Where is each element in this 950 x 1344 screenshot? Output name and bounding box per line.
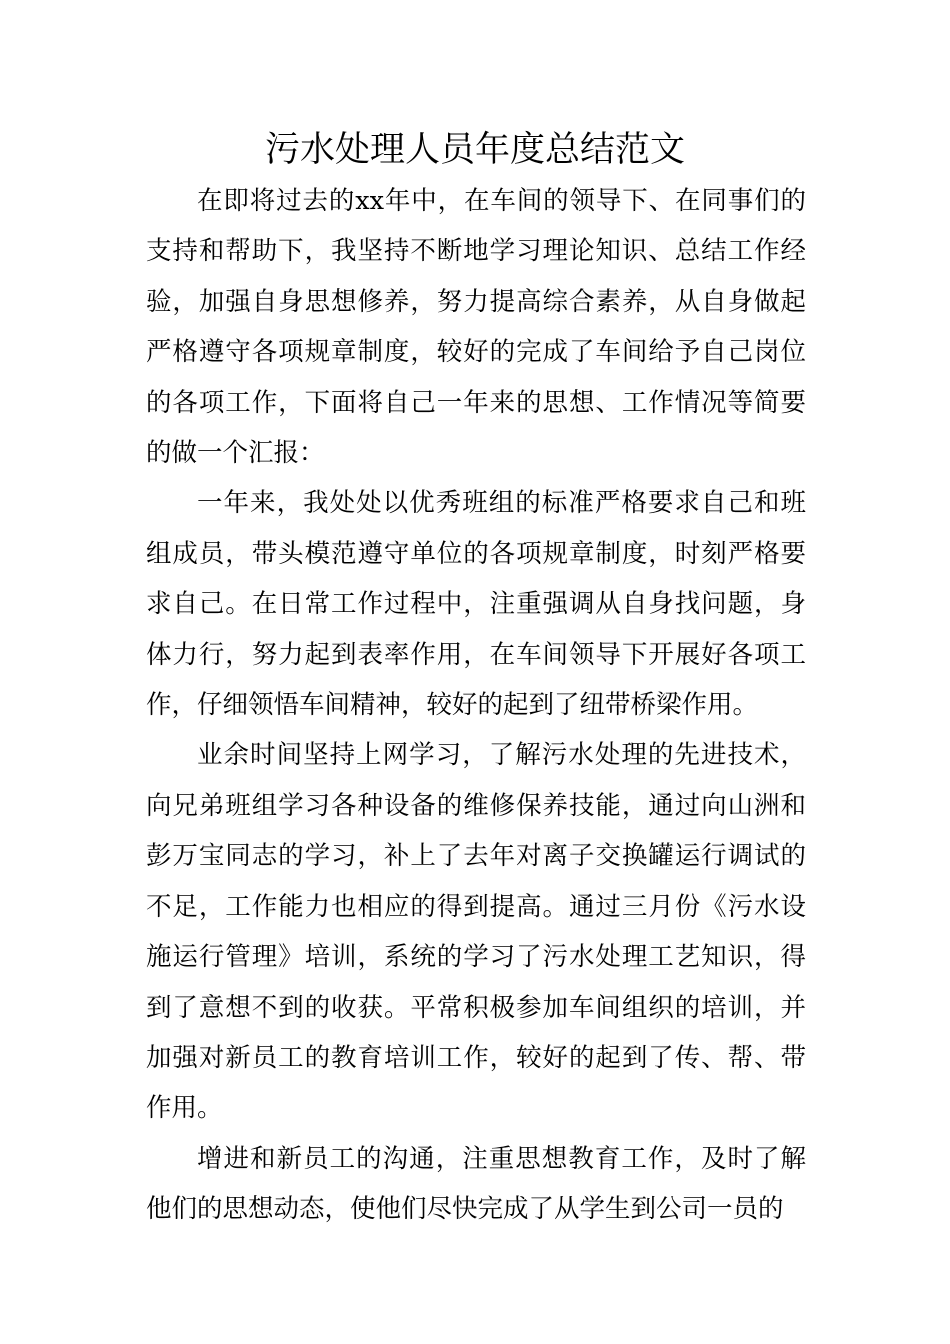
paragraph-1: 在即将过去的xx年中，在车间的领导下、在同事们的支持和帮助下，我坚持不断地学习理论知识、总结工作经验，加强自身思想修养，努力提高综合素养，从自身做起严格遵守各项规章制度，较好的完成了车间给予自己岗位的各项工作，下面将自己一年来的思想、工作情况等简要的做一个汇报： [146,186,806,469]
paragraph-4: 增进和新员工的沟通，注重思想教育工作，及时了解他们的思想动态，使他们尽快完成了从学生到公司一员的 [146,1143,806,1225]
document-title: 污水处理人员年度总结范文 [264,130,685,170]
paragraph-3: 业余时间坚持上网学习，了解污水处理的先进技术，向兄弟班组学习各种设备的维修保养技能，通过向山洲和彭万宝同志的学习，补上了去年对离子交换罐运行调试的不足，工作能力也相应的得到提高。通过三月份《污水设施运行管理》培训，系统的学习了污水处理工艺知识，得到了意想不到的收获。平常积极参加车间组织的培训，并加强对新员工的教育培训工作，较好的起到了传、帮、带作用。 [146,740,806,1124]
document-body [146,176,806,1235]
paragraph-2: 一年来，我处处以优秀班组的标准严格要求自己和班组成员，带头模范遵守单位的各项规章制度，时刻严格要求自己。在日常工作过程中，注重强调从自身找问题，身体力行，努力起到表率作用，在车间领导下开展好各项工作，仔细领悟车间精神，较好的起到了纽带桥梁作用。 [146,488,806,721]
